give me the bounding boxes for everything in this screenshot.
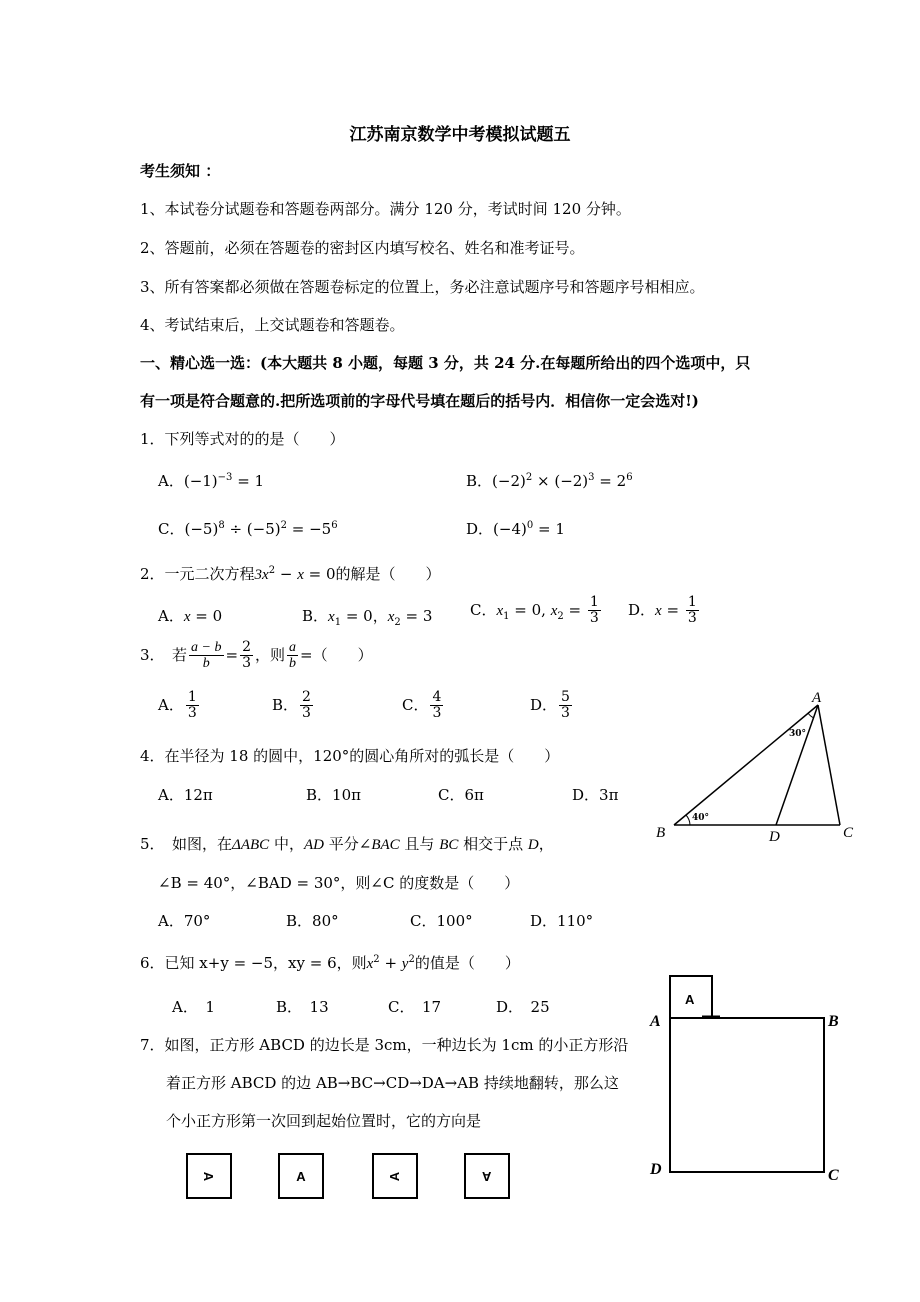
q2-stem-pre: 2．一元二次方程 (140, 565, 255, 583)
q5-text: ， (538, 835, 554, 853)
fraction-numerator: 5 (561, 689, 570, 705)
q5-option-b: B．80° (286, 912, 339, 930)
q1-stem: 1．下列等式对的的是（ ） (140, 430, 345, 448)
vertex-a-label: A (650, 1013, 661, 1030)
option-letter: C． (402, 695, 429, 714)
option-letter: D． (628, 600, 656, 619)
angle-a-label: 30° (789, 729, 807, 739)
option-letter: A． (158, 607, 184, 625)
fraction-denominator: 3 (561, 705, 570, 722)
q5-math: ∠BAC (358, 837, 400, 853)
vertex-b-label: B (828, 1013, 839, 1030)
q7-option-b-box (278, 1153, 324, 1199)
q3-stem-post: （ ） (312, 645, 373, 664)
angle-b-arc (686, 815, 690, 825)
q4-stem: 4．在半径为 18 的圆中，120°的圆心角所对的弧长是（ ） (140, 747, 560, 765)
notice-item: 1、本试卷分试题卷和答题卷两部分。满分 120 分，考试时间 120 分钟。 (140, 200, 631, 218)
option-letter: B． (272, 695, 299, 714)
q6-stem-post: 的值是（ ） (414, 954, 520, 972)
rotated-letter: A (201, 1171, 217, 1181)
fraction-numerator: 1 (187, 689, 197, 705)
q7-line2: 着正方形 ABCD 的边 AB→BC→CD→DA→AB 持续地翻转，那么这 (166, 1074, 619, 1092)
q2-option-c: C．$x_1 = 0$, $x_2$ = $\frac{1}{3}$ (470, 594, 599, 627)
large-square (670, 1018, 824, 1172)
q1-option-c: C．$(-5)^8 \div (-5)^2 = -5^6$ (158, 520, 338, 538)
page-title: 江苏南京数学中考模拟试题五 (349, 125, 571, 145)
q3-option-d (530, 690, 574, 722)
q6-option-b: B． 13 (276, 998, 329, 1016)
q3-option-b (272, 690, 315, 722)
rotated-letter: A (387, 1171, 403, 1181)
q5-option-a: A．70° (158, 912, 211, 930)
q5-option-d: D．110° (530, 912, 594, 930)
vertex-c-label: C (843, 825, 854, 841)
option-letter: D． (530, 695, 558, 714)
q1-option-a: A．$(-1)^{-3} = 1$ (158, 472, 265, 490)
rotated-letter: A (482, 1168, 492, 1184)
q6-option-a: A． 1 (172, 998, 215, 1016)
option-letter: D． (466, 520, 494, 538)
q6-option-d: D． 25 (496, 998, 550, 1016)
vertex-d-label: D (650, 1161, 662, 1178)
q5-text: 且与 (399, 835, 440, 853)
rotated-letter: A (296, 1168, 306, 1184)
vertex-c-label: C (828, 1167, 839, 1184)
triangle-figure (650, 685, 870, 845)
q7-option-c-box (372, 1153, 418, 1199)
notice-heading: 考生须知 ： (140, 162, 221, 180)
vertex-d-label: D (769, 829, 780, 845)
option-letter: B． (302, 607, 329, 625)
option-letter: B． (466, 472, 493, 490)
q6-stem-pre: 6．已知 x+y = −5，xy = 6，则 (140, 954, 367, 972)
q2-option-a: A．x = 0 (158, 607, 223, 625)
notice-item: 3、所有答案都必须做在答题卷标定的位置上，务必注意试题序号和答题序号相相应。 (140, 278, 705, 296)
q7-option-a-box (186, 1153, 232, 1199)
section-instructions-line1: 一、精心选一选：(本大题共 8 小题，每题 3 分，共 24 分.在每题所给出的四个选项中，只 (140, 354, 751, 372)
q5-text: 5． 如图，在 (140, 835, 233, 853)
q1-option-b: B．$(-2)^2 \times (-2)^3 = 2^6$ (466, 472, 633, 490)
vertex-b-label: B (656, 825, 666, 841)
q1-option-d: D．$(-4)^0 = 1$ (466, 520, 565, 538)
vertex-a-label: A (812, 690, 822, 706)
fraction-numerator: 2 (302, 689, 311, 705)
q3-stem-pre: 3． 若 (140, 645, 188, 664)
q2-stem: 2．一元二次方程$3x^2 - x = 0$的解是（ ） (140, 565, 441, 583)
fraction-numerator: 4 (432, 689, 442, 705)
square-figure (648, 968, 850, 1188)
q7-line1: 7．如图，正方形 ABCD 的边长是 3cm，一种边长为 1cm 的小正方形沿 (140, 1036, 629, 1054)
q5-text: 中， (269, 835, 304, 853)
fraction-denominator: 3 (302, 705, 311, 722)
q6-stem: 6．已知 x+y = −5，xy = 6，则$x^2 + y^2$的值是（ ） (140, 954, 520, 972)
q5-text: 平分 (323, 835, 359, 853)
q5-math: ΔABC (232, 837, 270, 853)
q4-option-c: C．6π (438, 786, 484, 804)
option-letter: C． (470, 600, 497, 619)
q2-option-d: D．x = $\frac{1}{3}$ (628, 594, 697, 627)
q4-option-d: D．3π (572, 786, 619, 804)
q4-option-a: A．12π (158, 786, 213, 804)
q5-math: D (527, 837, 539, 853)
q7-option-d-box (464, 1153, 510, 1199)
q3-stem-mid: ，则 (255, 645, 286, 664)
option-letter: A． (158, 695, 184, 714)
option-letter: C． (158, 520, 185, 538)
angle-b-label: 40° (692, 813, 710, 823)
q7-line3: 个小正方形第一次回到起始位置时，它的方向是 (166, 1112, 482, 1130)
notice-item: 4、考试结束后，上交试题卷和答题卷。 (140, 316, 405, 334)
angle-a-arc (808, 713, 814, 718)
q5-math: AD (303, 837, 324, 853)
q5-line1 (140, 833, 554, 854)
small-square-letter: A (685, 992, 695, 1007)
option-letter: A． (158, 472, 184, 490)
section-instructions-line2: 有一项是符合题意的.把所选项前的字母代号填在题后的括号内．相信你一定会选对!) (140, 392, 699, 410)
q5-line2: ∠B = 40°，∠BAD = 30°，则∠C 的度数是（ ） (158, 874, 520, 892)
q3-option-c (402, 690, 445, 722)
notice-item: 2、答题前，必须在答题卷的密封区内填写校名、姓名和准考证号。 (140, 239, 585, 257)
side-ac (818, 705, 840, 825)
q5-math: BC (439, 837, 459, 853)
q4-option-b: B．10π (306, 786, 361, 804)
q2-stem-post: 的解是（ ） (335, 565, 441, 583)
fraction-denominator: 3 (432, 705, 442, 722)
q5-option-c: C．100° (410, 912, 473, 930)
q3-option-a (158, 690, 201, 722)
q5-text: 相交于点 (458, 835, 528, 853)
q6-option-c: C． 17 (388, 998, 442, 1016)
fraction-denominator: 3 (187, 705, 197, 722)
q2-option-b: B．$x_1 = 0$，$x_2 = 3$ (302, 607, 433, 628)
q3-stem: 3． 若 $\frac{a - b}{b}$ = $\frac{2}{3}$ ，则 $\frac{a}{b}$ =（ ） (140, 639, 373, 672)
